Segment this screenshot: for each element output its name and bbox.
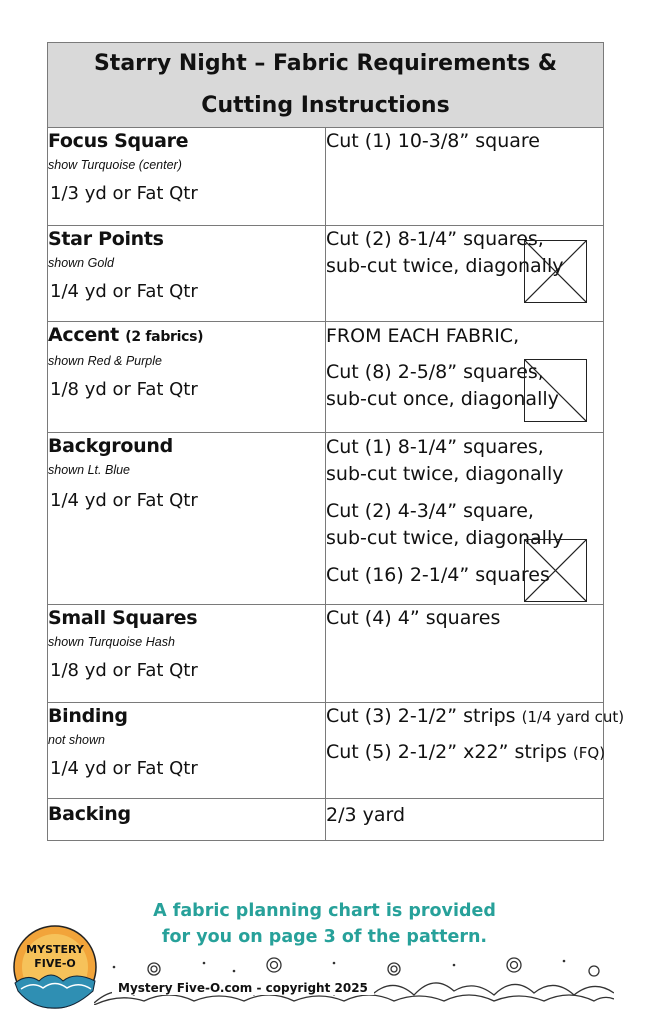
fabric-name [48, 322, 325, 350]
fabric-amount: 1/8 yd or Fat Qtr [50, 379, 198, 400]
fabric-name: Focus Square [48, 130, 189, 152]
fabric-amount: 1/4 yd or Fat Qtr [50, 758, 198, 779]
cutting-cell [326, 128, 604, 226]
fabric-name: Binding [48, 705, 128, 727]
fabric-cell [48, 226, 326, 322]
cut-instruction: Cut (2) 8-1/4” squares, [326, 228, 544, 250]
wave-border-decoration [94, 955, 614, 1005]
fabric-cell [48, 433, 326, 605]
cutting-cell [326, 605, 604, 703]
fabric-cell [48, 799, 326, 841]
table-row [48, 128, 604, 226]
title-line-1: Starry Night – Fabric Requirements & [93, 51, 558, 76]
cut-instruction [326, 739, 606, 767]
cut-header: FROM EACH FABRIC, [326, 325, 520, 347]
fabric-shown-color: shown Turquoise Hash [48, 635, 175, 649]
fabric-cell [48, 322, 326, 433]
table-row [48, 703, 604, 799]
cut-note: (1/4 yard cut) [521, 708, 625, 726]
fabric-count: (2 fabrics) [125, 329, 204, 345]
fabric-shown-color: shown Gold [48, 256, 115, 270]
title-line-2: Cutting Instructions [201, 93, 450, 118]
cut-instruction: Cut (1) 10-3/8” square [326, 130, 540, 152]
cutting-cell [326, 799, 604, 841]
footer-note-line-2: for you on page 3 of the pattern. [161, 927, 488, 947]
fabric-cell [48, 128, 326, 226]
cut-instruction: Cut (2) 4-3/4” square, [326, 500, 534, 522]
copyright-line: Mystery Five-O.com - copyright 2025 [112, 981, 374, 995]
fabric-amount: 1/8 yd or Fat Qtr [50, 660, 198, 681]
cut-instruction: sub-cut twice, diagonally [326, 463, 564, 485]
table-row [48, 799, 604, 841]
fabric-shown-color: shown Lt. Blue [48, 463, 130, 477]
cut-instruction [326, 703, 625, 731]
cut-instruction: Cut (1) 8-1/4” squares, [326, 436, 544, 458]
cut-instruction: sub-cut once, diagonally [326, 388, 559, 410]
fabric-shown-color: shown Red & Purple [48, 354, 162, 368]
cut-instruction: 2/3 yard [326, 804, 406, 826]
fabric-name: Star Points [48, 228, 164, 250]
fabric-name: Small Squares [48, 607, 198, 629]
cutting-cell [326, 433, 604, 605]
cutting-cell [326, 703, 625, 799]
fabric-amount: 1/4 yd or Fat Qtr [50, 281, 198, 302]
footer-note-line-1: A fabric planning chart is provided [153, 901, 496, 921]
fabric-amount: 1/4 yd or Fat Qtr [50, 490, 198, 511]
table-row [48, 322, 604, 433]
fabric-name-main: Accent [48, 324, 119, 346]
table-title [48, 43, 604, 128]
fabric-cell [48, 703, 326, 799]
cut-instruction: sub-cut twice, diagonally [326, 527, 564, 549]
cut-main-text: Cut (3) 2-1/2” strips [326, 705, 522, 727]
cut-note: (FQ) [572, 744, 606, 762]
table-row [48, 605, 604, 703]
square-quarter-cut-diagram-icon [524, 539, 587, 602]
fabric-requirements-table [47, 42, 625, 841]
cutting-cell [326, 226, 604, 322]
cut-instruction: Cut (8) 2-5/8” squares, [326, 361, 544, 383]
footer-note [0, 898, 649, 950]
logo-text-line-2: FIVE-O [34, 957, 76, 970]
fabric-amount: 1/3 yd or Fat Qtr [50, 183, 198, 204]
cutting-cell [326, 322, 604, 433]
mystery-five-o-logo [13, 925, 97, 1009]
fabric-shown-color: not shown [48, 733, 105, 747]
fabric-name: Background [48, 435, 173, 457]
cut-main-text: Cut (5) 2-1/2” x22” strips [326, 741, 573, 763]
logo-text-line-1: MYSTERY [26, 943, 84, 956]
square-half-cut-diagram-icon [524, 359, 587, 422]
table-row [48, 433, 604, 605]
square-quarter-cut-diagram-icon [524, 240, 587, 303]
table-header-row [48, 43, 604, 128]
cut-instruction: Cut (16) 2-1/4” squares [326, 564, 550, 586]
fabric-cell [48, 605, 326, 703]
fabric-name: Backing [48, 803, 131, 825]
fabric-requirements-table-wrapper [47, 42, 625, 841]
cut-instruction: sub-cut twice, diagonally [326, 255, 564, 277]
cut-instruction: Cut (4) 4” squares [326, 607, 501, 629]
table-row [48, 226, 604, 322]
fabric-shown-color: show Turquoise (center) [48, 158, 182, 172]
